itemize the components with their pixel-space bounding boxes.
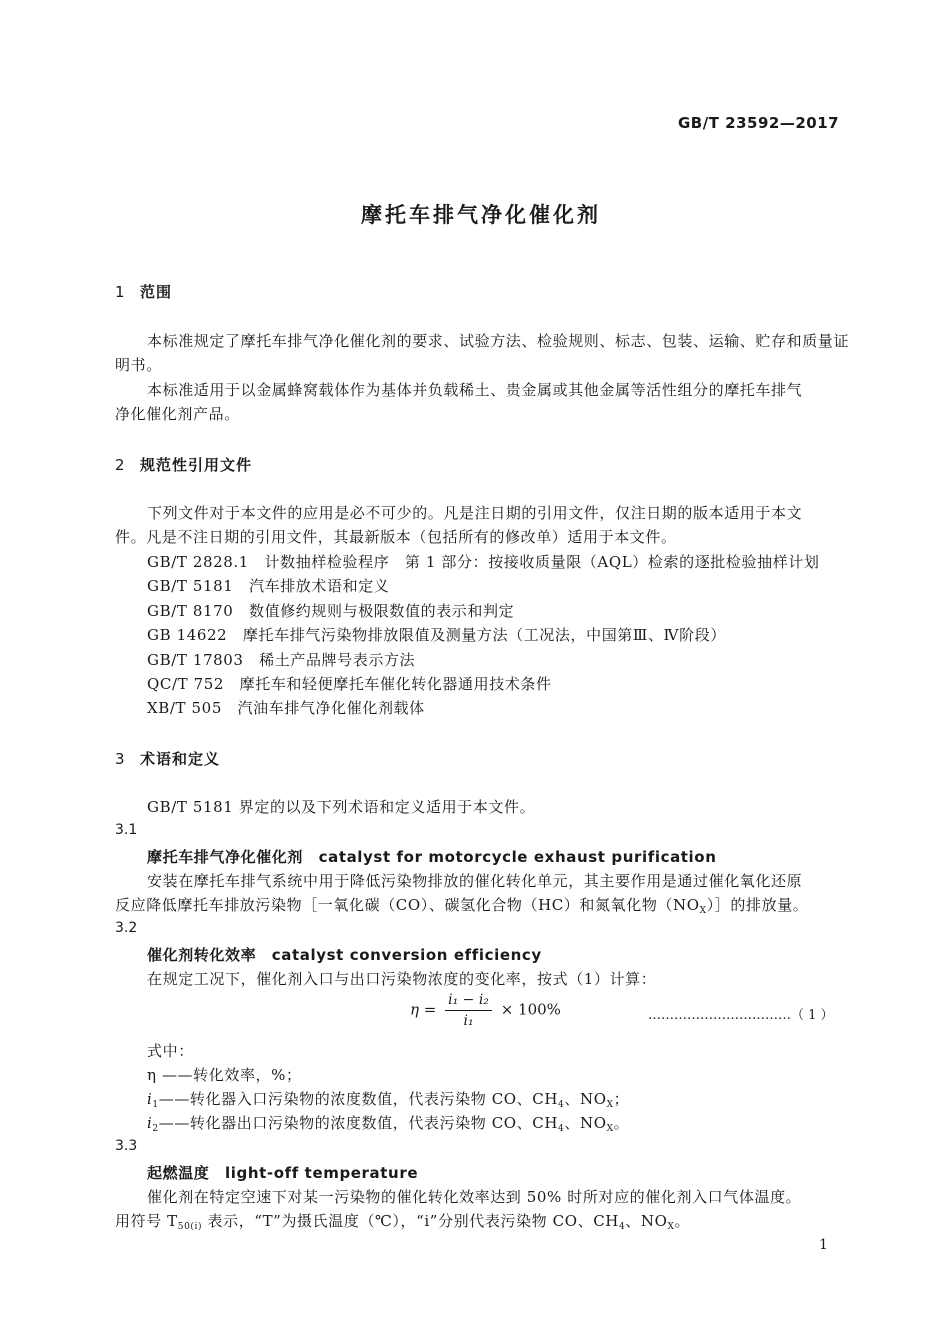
subscript: X: [699, 906, 707, 916]
where-label: 式中：: [147, 1042, 194, 1060]
text-span: 反应降低摩托车排放污染物［一氧化碳（CO）、碳氢化合物（HC）和氮氧化物（NO: [115, 896, 700, 914]
page-number: 1: [819, 1237, 828, 1253]
formula-fraction: [445, 992, 492, 1029]
text-span: ；: [613, 1090, 630, 1108]
paragraph-line: 本标准适用于以金属蜂窝载体作为基体并负载稀土、贵金属或其他金属等活性组分的摩托车排气: [147, 381, 803, 399]
variable-definition: [147, 1112, 629, 1134]
subscript: 4: [618, 1222, 626, 1232]
paragraph-line: GB/T 5181 界定的以及下列术语和定义适用于本文件。: [147, 798, 536, 816]
text-span: 、NO: [564, 1114, 607, 1132]
text-span: 表示，“T”为摄氏温度（℃），“i”分别代表污染物 CO、CH: [202, 1212, 619, 1230]
section-number: 3: [115, 750, 126, 768]
paragraph-line: 在规定工况下，催化剂入口与出口污染物浓度的变化率，按式（1）计算：: [147, 970, 657, 988]
paragraph-line: 下列文件对于本文件的应用是必不可少的。凡是注日期的引用文件，仅注日期的版本适用于本文: [147, 504, 803, 522]
text-span: ——转化器入口污染物的浓度数值，代表污染物 CO、CH: [158, 1090, 559, 1108]
section-number: 2: [115, 456, 126, 474]
formula-numerator: i₁ − i₂: [445, 992, 492, 1011]
paragraph-line: 净化催化剂产品。: [115, 405, 240, 423]
text-span: 、NO: [625, 1212, 668, 1230]
formula-rhs: × 100%: [500, 1000, 561, 1019]
formula-lhs: η =: [410, 1000, 437, 1019]
paragraph-line: 件。凡是不注日期的引用文件，其最新版本（包括所有的修改单）适用于本文件。: [115, 528, 677, 546]
subscript: X: [606, 1124, 614, 1134]
paragraph-line: 本标准规定了摩托车排气净化催化剂的要求、试验方法、检验规则、标志、包装、运输、贮存和质量证: [147, 332, 850, 350]
text-span: 。: [674, 1212, 691, 1230]
efficiency-formula: [410, 992, 561, 1029]
reference-item: XB/T 505 汽油车排气净化催化剂载体: [147, 699, 425, 717]
text-span: 、NO: [564, 1090, 607, 1108]
clause-number: 3.3: [115, 1138, 138, 1154]
reference-item: QC/T 752 摩托车和轻便摩托车催化转化器通用技术条件: [147, 675, 552, 693]
subscript: 50(i): [177, 1222, 203, 1232]
section-heading-2: [115, 454, 252, 475]
paragraph-line: 催化剂在特定空速下对某一污染物的催化转化效率达到 50% 时所对应的催化剂入口气体温度。: [147, 1188, 802, 1206]
term-name: 起燃温度 light-off temperature: [147, 1164, 419, 1182]
paragraph-line: 明书。: [115, 356, 162, 374]
text-span: 用符号 T: [115, 1212, 178, 1230]
reference-item: GB/T 2828.1 计数抽样检验程序 第 1 部分：按接收质量限（AQL）检索的逐批检验抽样计划: [147, 553, 820, 571]
subscript: X: [667, 1222, 675, 1232]
section-heading-3: [115, 748, 220, 769]
variable-definition: η ——转化效率，%；: [147, 1066, 302, 1084]
reference-item: GB/T 5181 汽车排放术语和定义: [147, 577, 390, 595]
document-number: GB/T 23592—2017: [678, 114, 840, 132]
formula-denominator: i₁: [463, 1013, 474, 1029]
subscript: 4: [558, 1124, 565, 1134]
reference-item: GB/T 17803 稀土产品牌号表示方法: [147, 651, 416, 669]
subscript: 2: [152, 1124, 159, 1134]
paragraph-line: 安装在摩托车排气系统中用于降低污染物排放的催化转化单元，其主要作用是通过催化氧化还原: [147, 872, 803, 890]
section-title: 术语和定义: [140, 750, 221, 768]
text-span: 。: [613, 1114, 630, 1132]
document-title: 摩托车排气净化催化剂: [361, 203, 601, 227]
variable-definition: [147, 1088, 629, 1110]
section-title: 范围: [140, 283, 173, 301]
text-span: ）］的排放量。: [706, 896, 809, 914]
clause-number: 3.1: [115, 822, 138, 838]
text-span: ——转化器出口污染物的浓度数值，代表污染物 CO、CH: [158, 1114, 559, 1132]
term-name: 摩托车排气净化催化剂 catalyst for motorcycle exhaust purification: [147, 848, 717, 866]
formula-leader: [648, 1004, 834, 1023]
formula-label: （ 1 ）: [791, 1008, 834, 1023]
paragraph-line: [115, 894, 808, 916]
term-name: 催化剂转化效率 catalyst conversion efficiency: [147, 946, 542, 964]
section-title: 规范性引用文件: [140, 456, 253, 474]
subscript: 4: [558, 1100, 565, 1110]
paragraph-line: [115, 1210, 690, 1232]
variable: i: [147, 1090, 153, 1108]
reference-item: GB/T 8170 数值修约规则与极限数值的表示和判定: [147, 602, 515, 620]
section-heading-1: [115, 281, 172, 302]
leader-dots: ……………………………: [648, 1008, 791, 1023]
variable: i: [147, 1114, 153, 1132]
reference-item: GB 14622 摩托车排气污染物排放限值及测量方法（工况法，中国第Ⅲ、Ⅳ阶段）: [147, 626, 726, 644]
subscript: X: [606, 1100, 614, 1110]
subscript: 1: [152, 1100, 159, 1110]
clause-number: 3.2: [115, 920, 138, 936]
section-number: 1: [115, 283, 126, 301]
